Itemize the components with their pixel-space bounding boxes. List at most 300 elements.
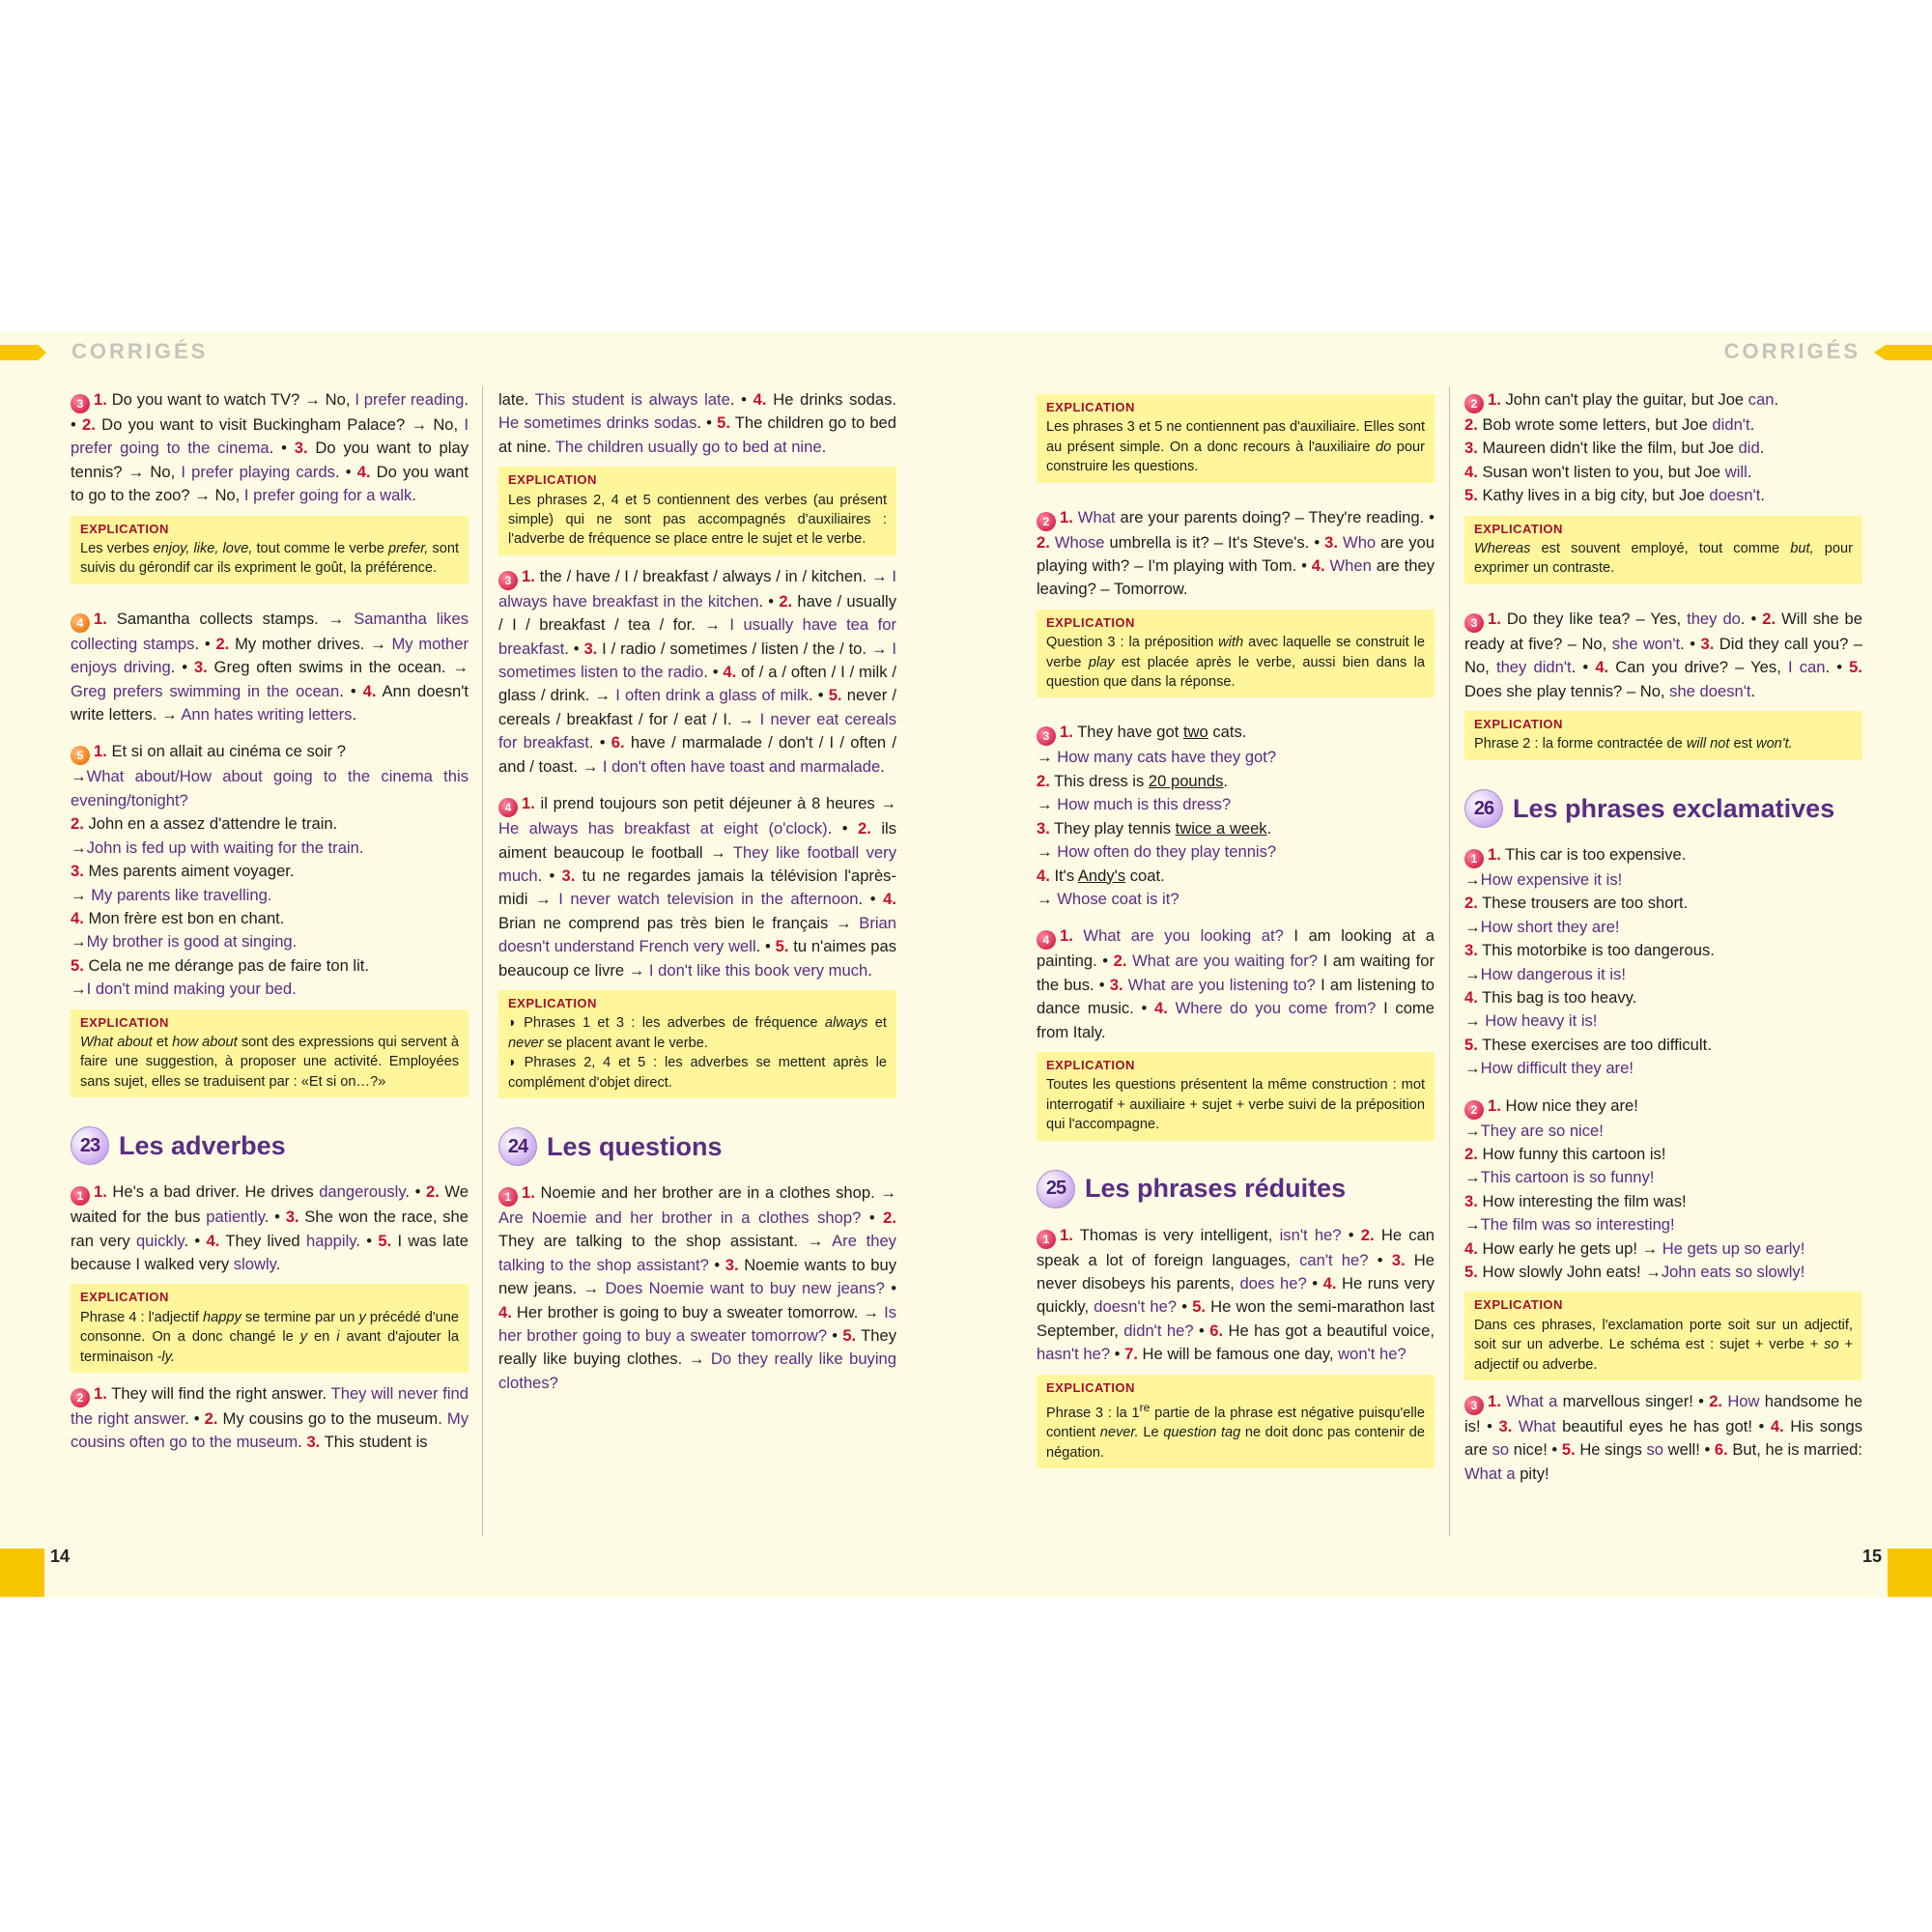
- text-run: have / marmalade / don't / I / often / and / toast. →: [498, 733, 897, 776]
- text-run: . •: [808, 686, 829, 705]
- text-run: Les verbes: [80, 541, 154, 557]
- text-run: He can speak a lot of foreign languages,: [1037, 1225, 1435, 1269]
- answer-text: I never eat cereals for breakfast: [498, 709, 896, 753]
- text-run: Question 3 : la préposition: [1046, 635, 1219, 651]
- item-number: 3.: [1324, 532, 1338, 552]
- item-number: 3.: [1391, 1250, 1406, 1269]
- exercise-2: [1464, 1094, 1862, 1285]
- exercise-text: [498, 390, 896, 456]
- text-run: Phrase 2 : la forme contractée de: [1474, 736, 1687, 753]
- text-run: His songs are: [1464, 1417, 1863, 1460]
- answer-text: so: [1646, 1440, 1664, 1460]
- answer-text: quickly: [135, 1231, 185, 1250]
- explanation-title: EXPLICATION: [1474, 521, 1563, 536]
- item-number: 3.: [1464, 941, 1478, 960]
- item-number: 4.: [1322, 1273, 1337, 1293]
- text-run: They play tennis: [1049, 818, 1176, 838]
- item-number: 5.: [828, 686, 842, 705]
- text-run: He sings: [1575, 1440, 1647, 1460]
- item-number: 1.: [94, 742, 107, 761]
- exercise-4: [498, 792, 896, 982]
- text-run: précédé d'une consonne. On a donc changé le: [80, 1309, 459, 1346]
- text-run: Et si on allait au cinéma ce soir ?: [106, 742, 347, 761]
- answer-text: I prefer playing cards: [181, 462, 335, 481]
- exercise-4: [1037, 924, 1435, 1044]
- text-run: -ly.: [156, 1349, 175, 1365]
- text-run: re: [1139, 1401, 1151, 1414]
- explanation-box: [1464, 1292, 1862, 1380]
- text-run: twice a week: [1175, 818, 1267, 838]
- exercise-text: [71, 610, 469, 724]
- item-number: 4.: [1464, 462, 1478, 481]
- text-run: .: [821, 437, 827, 456]
- section-number-badge: 26: [1464, 789, 1503, 828]
- explanation-title: EXPLICATION: [1474, 717, 1563, 732]
- explanation-title: EXPLICATION: [80, 1290, 169, 1305]
- answer-text: He always has breakfast at eight (o'clock): [498, 819, 828, 838]
- text-run: .: [880, 756, 885, 776]
- item-number: 4.: [1037, 866, 1050, 885]
- text-run: with: [1218, 635, 1244, 651]
- answer-text: does he?: [1239, 1273, 1307, 1293]
- text-run: late.: [498, 390, 535, 409]
- text-run: + adjectif ou adverbe.: [1474, 1337, 1853, 1373]
- exercise-text: [1037, 1226, 1435, 1364]
- text-run: Does she play tennis? – No,: [1464, 681, 1670, 700]
- explanation-box: [498, 467, 896, 555]
- text-run: . •: [1825, 658, 1850, 677]
- text-run: ◗ Phrases 1 et 3 : les adverbes de fréquence: [508, 1015, 825, 1032]
- exercise-text: [1464, 1096, 1804, 1281]
- item-number: 4.: [498, 1302, 512, 1321]
- text-run: never / cereals / breakfast / for / eat / I. →: [498, 686, 896, 728]
- exercise-number-badge: 4: [498, 798, 518, 817]
- item-number: 1.: [94, 390, 107, 409]
- text-run: won't.: [1756, 736, 1793, 753]
- item-number: 4.: [362, 681, 377, 700]
- item-number: 6.: [1714, 1440, 1728, 1460]
- text-run: They lived: [219, 1231, 306, 1250]
- answer-text: isn't he?: [1279, 1225, 1342, 1244]
- explanation-text: [1474, 541, 1853, 576]
- answer-text: How expensive it is!: [1480, 869, 1623, 889]
- text-run: How interesting the film was!: [1477, 1191, 1687, 1210]
- item-number: 3.: [294, 439, 308, 458]
- text-run: se placent avant le verbe.: [543, 1035, 708, 1051]
- answer-text: Does Noemie want to buy new jeans?: [605, 1279, 885, 1298]
- answer-text: I prefer reading: [355, 390, 465, 409]
- exercise-number-badge: 2: [1464, 394, 1484, 413]
- item-number: 3.: [1464, 439, 1478, 458]
- text-run: He's a bad driver. He drives: [106, 1182, 320, 1202]
- page-number-marker-right: [1888, 1548, 1932, 1597]
- answer-text: Are they talking to the shop assistant?: [498, 1232, 896, 1274]
- item-number: 3.: [71, 862, 84, 881]
- text-run: . •: [184, 1231, 207, 1250]
- section-title: Les phrases réduites: [1085, 1174, 1347, 1204]
- explanation-box: [1037, 1052, 1435, 1141]
- section-title: Les adverbes: [119, 1130, 286, 1160]
- item-number: 1.: [1060, 926, 1073, 946]
- text-run: . •: [564, 639, 584, 658]
- exercise-text: [1037, 723, 1276, 907]
- explanation-title: EXPLICATION: [508, 995, 597, 1010]
- text-run: Dans ces phrases, l'exclamation porte soit sur un adjectif, soit sur un adverbe. Le schéma est : sujet + verbe +: [1474, 1317, 1853, 1353]
- text-run: play: [1088, 654, 1115, 670]
- answer-text: How often do they play tennis?: [1057, 842, 1277, 862]
- answer-text: What about/How about going to the cinema this evening/tonight?: [71, 767, 469, 810]
- text-run: . •: [758, 591, 780, 611]
- text-run: →: [1464, 1121, 1481, 1140]
- text-run: .: [1750, 681, 1756, 700]
- text-run: I am waiting for the bus. •: [1037, 952, 1435, 994]
- explanation-box: [498, 990, 896, 1098]
- text-run: [1073, 926, 1084, 945]
- explanation-title: EXPLICATION: [80, 1014, 169, 1030]
- item-number: 1.: [1488, 844, 1501, 864]
- text-run: so: [1824, 1337, 1839, 1353]
- item-number: 2.: [1709, 1392, 1723, 1410]
- explanation-title: EXPLICATION: [508, 472, 597, 488]
- exercise-number-badge: 1: [498, 1187, 518, 1207]
- answer-text: won't he?: [1338, 1345, 1406, 1364]
- text-run: →: [1037, 795, 1058, 814]
- text-run: 20 pounds: [1148, 771, 1224, 790]
- text-run: They have got: [1072, 723, 1183, 742]
- text-run: Noemie wants to buy new jeans. →: [498, 1255, 897, 1298]
- answer-text: Where do you come from?: [1175, 999, 1377, 1018]
- text-run: . •: [185, 1409, 205, 1428]
- explanation-box: [1037, 394, 1435, 483]
- text-run: . •: [405, 1182, 426, 1202]
- explanation-box: [71, 1009, 469, 1098]
- text-run: Did they call you? – No,: [1464, 634, 1862, 677]
- text-run: how about: [172, 1034, 238, 1050]
- text-run: My mother drives. →: [229, 634, 392, 653]
- answer-text: I never watch television in the afternoon: [558, 890, 859, 909]
- answer-text: I always have breakfast in the kitchen: [498, 566, 896, 611]
- item-number: 2.: [71, 814, 84, 834]
- exercise-number-badge: 3: [1464, 1396, 1484, 1415]
- answer-text: she won't: [1611, 634, 1681, 653]
- item-number: 2.: [858, 819, 871, 838]
- explanation-box: [1037, 610, 1435, 698]
- text-run: I am looking at a painting. •: [1037, 926, 1435, 971]
- text-run: tout comme le verbe: [252, 541, 388, 557]
- explanation-title: EXPLICATION: [1046, 1379, 1135, 1395]
- answer-text: How heavy it is!: [1485, 1011, 1598, 1031]
- text-run: .: [1774, 390, 1779, 409]
- section-number-badge: 25: [1037, 1170, 1075, 1208]
- text-run: .: [1749, 415, 1755, 434]
- text-run: .: [352, 705, 357, 724]
- text-run: →: [71, 932, 87, 952]
- answer-text: What: [1518, 1417, 1556, 1435]
- text-run: ils aiment beaucoup le football →: [498, 819, 897, 862]
- item-number: 3.: [285, 1208, 299, 1227]
- text-run: He never disobeys his parents,: [1037, 1250, 1435, 1293]
- text-run: .: [1266, 818, 1272, 838]
- text-run: •: [1193, 1321, 1210, 1340]
- answer-text: How: [1727, 1392, 1760, 1410]
- answer-text: My parents like travelling.: [91, 885, 272, 904]
- answer-text: I prefer going for a walk: [243, 486, 412, 505]
- text-run: Brian ne comprend pas très bien le français →: [498, 913, 860, 932]
- item-number: 4.: [206, 1231, 220, 1250]
- item-number: 2.: [1037, 771, 1050, 790]
- exercise-text: [1037, 508, 1435, 599]
- answer-text: What are you listening to?: [1127, 975, 1316, 994]
- item-number: 3.: [306, 1433, 321, 1452]
- item-number: 5.: [842, 1326, 857, 1345]
- explanation-box: [71, 1284, 469, 1373]
- text-run: How early he gets up! →: [1477, 1238, 1662, 1258]
- answer-text: dangerously: [319, 1182, 406, 1202]
- text-run: →: [1037, 748, 1058, 767]
- item-number: 1.: [1488, 1392, 1501, 1410]
- answer-text: They are so nice!: [1480, 1121, 1604, 1140]
- item-number: 5.: [775, 937, 789, 956]
- text-run: se termine par un: [241, 1309, 359, 1325]
- answer-text: I don't mind making your bed.: [86, 980, 297, 999]
- text-run: I come from Italy.: [1037, 999, 1435, 1041]
- exercise-1: [71, 1180, 469, 1276]
- item-number: 1.: [1488, 609, 1501, 628]
- column-1: [71, 388, 469, 1455]
- explanation-box: [71, 516, 469, 584]
- section-heading: [71, 1126, 469, 1165]
- text-run: Andy's: [1077, 866, 1126, 885]
- exercise-text: [1464, 1392, 1862, 1483]
- text-run: ◗ Phrases 2, 4 et 5 : les adverbes se mettent après le complément d'objet direct.: [508, 1055, 887, 1091]
- answer-text: The children usually go to bed at nine: [554, 437, 822, 456]
- text-run: avant d'ajouter la terminaison: [80, 1329, 459, 1365]
- text-run: marvellous singer! •: [1557, 1392, 1710, 1410]
- answer-text: can't he?: [1299, 1250, 1369, 1269]
- column-divider: [482, 386, 483, 1536]
- item-number: 2.: [215, 634, 230, 653]
- text-run: [1168, 999, 1176, 1017]
- answer-text: hasn't he?: [1037, 1345, 1111, 1364]
- text-run: prefer,: [387, 541, 429, 557]
- answer-text: This student is always late: [534, 390, 730, 409]
- text-run: have / usually / I / breakfast / tea / for. →: [498, 591, 896, 635]
- text-run: Les phrases 3 et 5 ne contiennent pas d'auxiliaire. Elles sont au présent simple. On a donc recours à l'auxiliaire: [1046, 419, 1425, 455]
- text-run: . •: [1571, 658, 1596, 677]
- explanation-text: [1046, 419, 1425, 474]
- exercise-text: [71, 390, 469, 504]
- item-number: 4.: [71, 908, 84, 927]
- text-run: Phrase 4 : l'adjectif: [80, 1309, 203, 1325]
- answer-text: How difficult they are!: [1480, 1059, 1634, 1078]
- text-run: Maureen didn't like the film, but Joe: [1477, 439, 1739, 458]
- text-run: →: [1464, 1011, 1486, 1031]
- text-run: . •: [269, 439, 295, 458]
- text-run: tu ne regardes jamais la télévision l'après-midi →: [498, 866, 897, 909]
- text-run: always: [824, 1015, 868, 1032]
- text-run: are you playing with? – I'm playing with Tom. •: [1037, 532, 1435, 576]
- text-run: He drinks sodas.: [766, 390, 896, 409]
- text-run: •: [1306, 1273, 1323, 1293]
- item-number: 6.: [1209, 1321, 1224, 1340]
- item-number: 1.: [1488, 1095, 1501, 1115]
- answer-text: My brother is good at singing.: [86, 932, 298, 952]
- text-run: •: [827, 1326, 843, 1345]
- text-run: •: [1368, 1250, 1392, 1269]
- text-run: I / radio / sometimes / listen / the / to. →: [597, 639, 893, 658]
- text-run: →: [1464, 1168, 1481, 1187]
- column-4: [1464, 388, 1862, 1486]
- text-run: Her brother is going to buy a sweater tomorrow. →: [511, 1302, 885, 1321]
- page-number-right: 15: [1861, 1547, 1882, 1566]
- exercise-text: [1037, 926, 1435, 1040]
- text-run: . •: [334, 462, 357, 481]
- exercise-number-badge: 2: [1464, 1100, 1484, 1120]
- text-run: They really like buying clothes. →: [498, 1326, 896, 1369]
- text-run: ne doit donc pas contenir de négation.: [1046, 1425, 1425, 1461]
- text-run: This motorbike is too dangerous.: [1477, 941, 1715, 960]
- text-run: . •: [71, 390, 469, 434]
- text-run: pour exprimer un contraste.: [1474, 541, 1854, 577]
- item-number: 4.: [1154, 999, 1168, 1018]
- answer-text: He gets up so early!: [1662, 1238, 1805, 1258]
- text-run: I am listening to dance music. •: [1037, 975, 1435, 1018]
- answer-text: will: [1724, 462, 1747, 481]
- text-run: are they leaving? – Tomorrow.: [1037, 556, 1435, 599]
- answer-text: John is fed up with waiting for the train.: [86, 838, 364, 857]
- text-run: tu n'aimes pas beaucoup ce livre →: [498, 937, 896, 980]
- text-run: Noemie and her brother are in a clothes shop. →: [534, 1182, 896, 1202]
- text-run: Do they like tea? – Yes,: [1500, 609, 1688, 628]
- item-number: 2.: [883, 1208, 896, 1227]
- text-run: .: [1223, 771, 1229, 790]
- text-run: This bag is too heavy.: [1477, 987, 1637, 1007]
- text-run: handsome he is! •: [1464, 1392, 1862, 1435]
- item-number: 5.: [1561, 1440, 1576, 1460]
- answer-text: They like football very much: [498, 842, 896, 885]
- exercise-number-badge: 4: [71, 613, 90, 633]
- text-run: How nice they are!: [1500, 1095, 1638, 1115]
- text-run: Cela ne me dérange pas de faire ton lit.: [83, 955, 370, 975]
- item-number: 5.: [1464, 1035, 1478, 1054]
- exercise-text: [1464, 610, 1862, 700]
- answer-text: doesn't he?: [1094, 1297, 1178, 1317]
- text-run: .: [298, 1433, 307, 1452]
- item-number: 4.: [1464, 1238, 1478, 1258]
- text-run: . •: [1680, 634, 1701, 653]
- exercise-2: [1464, 388, 1862, 508]
- text-run: →: [1464, 1215, 1481, 1235]
- item-number: 1.: [94, 1182, 107, 1202]
- text-run: John en a assez d'attendre le train.: [83, 814, 338, 834]
- answer-text: What a: [1506, 1392, 1558, 1410]
- exercise-1: [498, 1181, 896, 1395]
- exercise-3: [498, 565, 896, 779]
- text-run: .: [275, 1254, 281, 1273]
- text-run: Ann doesn't write letters. →: [71, 681, 469, 724]
- answer-text: I don't like this book very much: [648, 960, 868, 980]
- item-number: 2.: [1037, 532, 1050, 552]
- text-run: →: [1037, 889, 1058, 908]
- text-run: This car is too expensive.: [1500, 844, 1687, 864]
- answer-text: didn't: [1712, 415, 1750, 434]
- text-run: . •: [264, 1208, 286, 1227]
- text-run: est: [1729, 736, 1757, 753]
- text-run: never.: [1099, 1425, 1139, 1441]
- exercise-2: [1037, 506, 1435, 602]
- text-run: coat.: [1125, 866, 1165, 885]
- explanation-box: [1464, 711, 1862, 760]
- text-run: →: [71, 980, 87, 999]
- item-number: 2.: [779, 591, 793, 611]
- explanation-text: [1046, 1401, 1425, 1461]
- item-number: 1.: [94, 1384, 107, 1403]
- exercise-text: [71, 742, 469, 998]
- item-number: 4.: [356, 462, 371, 481]
- explanation-text: [80, 1310, 459, 1365]
- text-run: never: [508, 1035, 544, 1051]
- explanation-box: [1037, 1375, 1435, 1468]
- text-run: →: [1464, 869, 1481, 889]
- answer-text: Whose: [1054, 532, 1105, 552]
- item-number: 4.: [1595, 658, 1609, 677]
- text-run: I was late because I walked very: [71, 1231, 469, 1273]
- text-run: They are talking to the shop assistant. →: [498, 1232, 833, 1251]
- text-run: Thomas is very intelligent,: [1072, 1225, 1280, 1244]
- text-run: Phrase 3 : la 1: [1046, 1405, 1140, 1421]
- answer-text: John eats so slowly!: [1661, 1262, 1805, 1281]
- text-run: →: [71, 767, 87, 786]
- item-number: 3.: [724, 1255, 739, 1274]
- section-heading: [1037, 1170, 1435, 1208]
- text-run: . •: [339, 681, 363, 700]
- item-number: 1.: [94, 609, 107, 628]
- text-run: question tag: [1163, 1425, 1241, 1441]
- text-run: Toutes les questions présentent la même construction : mot interrogatif + auxiliaire + sujet + verbe suivi de la préposition qui l'accompagne.: [1046, 1077, 1425, 1133]
- answer-text: did: [1738, 439, 1760, 458]
- text-run: . •: [696, 413, 718, 433]
- answer-text: they do: [1687, 609, 1741, 628]
- item-number: 4.: [883, 890, 896, 909]
- text-run: →: [1464, 917, 1481, 936]
- text-run: We waited for the bus: [71, 1182, 469, 1227]
- answer-text: I can: [1787, 658, 1826, 677]
- answer-text: can: [1747, 390, 1775, 409]
- explanation-text: [508, 493, 887, 548]
- item-number: 3.: [193, 658, 208, 677]
- item-number: 1.: [522, 566, 535, 585]
- text-run: est souvent employé, tout comme: [1530, 541, 1791, 557]
- text-run: Do you want to go to the zoo? → No,: [71, 462, 469, 505]
- answer-text: I often drink a glass of milk: [615, 686, 809, 705]
- answer-text: He sometimes drinks sodas: [498, 413, 697, 433]
- item-number: 4.: [1770, 1417, 1784, 1435]
- text-run: but,: [1790, 541, 1814, 557]
- answer-text: Whose coat is it?: [1057, 889, 1179, 908]
- text-run: pour construire les questions.: [1046, 439, 1425, 475]
- column-3: [1037, 388, 1435, 1478]
- text-run: partie de la phrase est négative puisqu'elle contient: [1046, 1405, 1425, 1441]
- item-number: 5.: [1192, 1297, 1207, 1317]
- answer-text: How short they are!: [1480, 917, 1620, 936]
- item-number: 5.: [717, 413, 730, 433]
- explanation-title: EXPLICATION: [1046, 1057, 1135, 1072]
- text-run: . •: [703, 663, 724, 682]
- item-number: 5.: [1464, 486, 1478, 505]
- item-number: 4.: [753, 390, 767, 409]
- section-heading: [498, 1127, 896, 1166]
- explanation-title: EXPLICATION: [1046, 614, 1135, 630]
